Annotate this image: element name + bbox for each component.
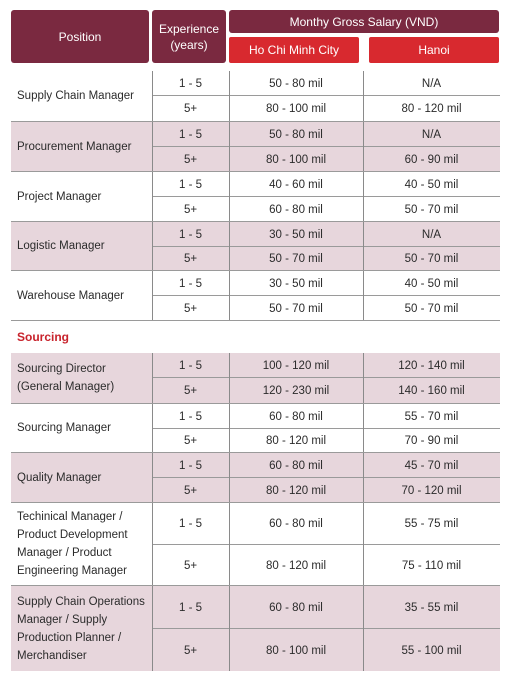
experience-row-senior	[152, 429, 500, 453]
column-divider	[152, 586, 153, 671]
hanoi-salary-cell: 80 - 120 mil	[401, 102, 462, 115]
hcm-salary-cell: 80 - 120 mil	[265, 484, 327, 497]
experience-cell: 5+	[183, 302, 198, 315]
experience-cell: 5+	[183, 559, 198, 572]
column-divider	[229, 71, 230, 121]
experience-cell: 5+	[183, 253, 198, 265]
hcm-salary-cell: 100 - 120 mil	[262, 359, 330, 372]
header-salary-label: Monthy Gross Salary (VND)	[289, 14, 439, 29]
experience-row-junior	[152, 172, 500, 197]
hcm-salary-cell: 80 - 100 mil	[265, 644, 327, 657]
hanoi-salary-cell: 50 - 70 mil	[404, 253, 459, 265]
hanoi-salary-cell: 60 - 90 mil	[404, 153, 459, 166]
hcm-salary-cell: 50 - 80 mil	[269, 128, 323, 141]
experience-row-senior	[152, 147, 500, 172]
column-divider	[152, 353, 153, 403]
hanoi-salary-cell: N/A	[421, 128, 442, 141]
experience-row-senior	[152, 96, 500, 121]
column-divider	[363, 271, 364, 320]
hanoi-salary-cell: 55 - 100 mil	[401, 644, 462, 657]
experience-cell: 1 - 5	[178, 518, 202, 530]
position-cell: Supply Chain Operations Manager / Supply Production Planner / Merchandiser	[17, 595, 145, 662]
table-row	[11, 121, 500, 171]
section-heading-sourcing: Sourcing	[11, 320, 500, 353]
experience-cell: 1 - 5	[178, 178, 202, 191]
column-divider	[229, 172, 230, 221]
hanoi-salary-cell: 55 - 75 mil	[404, 518, 459, 530]
table-row	[11, 353, 500, 403]
position-cell: Procurement Manager	[17, 140, 132, 153]
column-divider	[363, 453, 364, 502]
experience-cell: 5+	[183, 384, 198, 397]
hcm-salary-cell: 40 - 60 mil	[269, 178, 323, 191]
hanoi-salary-cell: 70 - 120 mil	[401, 484, 462, 497]
experience-cell: 1 - 5	[178, 277, 202, 290]
column-divider	[152, 71, 153, 121]
table-row	[11, 502, 500, 585]
column-divider	[152, 404, 153, 452]
experience-cell: 1 - 5	[178, 601, 202, 614]
experience-row-junior	[152, 503, 500, 545]
hcm-salary-cell: 120 - 230 mil	[262, 384, 330, 397]
hanoi-salary-cell: 50 - 70 mil	[404, 302, 459, 315]
column-divider	[152, 503, 153, 585]
hcm-salary-cell: 50 - 80 mil	[269, 77, 323, 90]
experience-row-junior	[152, 404, 500, 429]
hanoi-salary-cell: 70 - 90 mil	[404, 435, 459, 447]
column-divider	[229, 222, 230, 270]
table-row	[11, 403, 500, 452]
hanoi-salary-cell: 40 - 50 mil	[404, 178, 459, 191]
table-row	[11, 452, 500, 502]
hcm-salary-cell: 50 - 70 mil	[269, 302, 323, 315]
column-divider	[363, 172, 364, 221]
header-hcm-label: Ho Chi Minh City	[248, 43, 340, 57]
position-cell: Logistic Manager	[17, 240, 105, 252]
hanoi-salary-cell: 75 - 110 mil	[401, 559, 462, 572]
hanoi-salary-cell: 55 - 70 mil	[404, 410, 459, 423]
hcm-salary-cell: 60 - 80 mil	[269, 518, 323, 530]
experience-cell: 5+	[183, 484, 198, 497]
experience-row-junior	[152, 222, 500, 247]
experience-row-junior	[152, 271, 500, 296]
position-cell: Warehouse Manager	[17, 289, 124, 302]
position-cell: Project Manager	[17, 190, 102, 203]
experience-cell: 5+	[183, 203, 198, 216]
hcm-salary-cell: 30 - 50 mil	[269, 277, 323, 290]
column-divider	[229, 503, 230, 585]
hcm-salary-cell: 60 - 80 mil	[269, 203, 323, 216]
column-divider	[152, 271, 153, 320]
salary-table	[11, 71, 500, 671]
hanoi-salary-cell: 120 - 140 mil	[398, 359, 465, 372]
header-salary	[229, 10, 499, 33]
experience-cell: 1 - 5	[178, 228, 202, 241]
position-cell: Techinical Manager / Product Development Manager / Product Engineering Manager	[17, 511, 128, 577]
hanoi-salary-cell: N/A	[421, 228, 442, 241]
experience-row-junior	[152, 586, 500, 629]
hcm-salary-cell: 60 - 80 mil	[269, 459, 323, 472]
experience-row-senior	[152, 478, 500, 503]
experience-row-senior	[152, 247, 500, 271]
table-row	[11, 270, 500, 320]
column-divider	[229, 404, 230, 452]
experience-row-junior	[152, 453, 500, 478]
position-cell: Supply Chain Manager	[17, 90, 134, 102]
hcm-salary-cell: 60 - 80 mil	[269, 410, 323, 423]
experience-cell: 5+	[183, 644, 198, 657]
experience-cell: 1 - 5	[178, 77, 202, 90]
experience-row-junior	[152, 122, 500, 147]
experience-row-senior	[152, 197, 500, 222]
hanoi-salary-cell: N/A	[421, 77, 442, 90]
experience-row-senior	[152, 629, 500, 672]
column-divider	[229, 453, 230, 502]
column-divider	[363, 222, 364, 270]
column-divider	[152, 222, 153, 270]
hanoi-salary-cell: 40 - 50 mil	[404, 277, 459, 290]
header-hanoi	[369, 37, 499, 63]
hcm-salary-cell: 60 - 80 mil	[269, 601, 323, 614]
column-divider	[152, 172, 153, 221]
header-hanoi-label: Hanoi	[418, 43, 450, 57]
experience-cell: 5+	[183, 435, 198, 447]
hanoi-salary-cell: 140 - 160 mil	[398, 384, 465, 397]
column-divider	[229, 353, 230, 403]
experience-cell: 1 - 5	[178, 410, 202, 423]
column-divider	[229, 122, 230, 171]
header-experience	[152, 10, 226, 63]
hcm-salary-cell: 80 - 100 mil	[265, 153, 327, 166]
experience-row-junior	[152, 71, 500, 96]
header-position	[11, 10, 149, 63]
hanoi-salary-cell: 45 - 70 mil	[404, 459, 459, 472]
position-cell: Sourcing Director (General Manager)	[17, 363, 115, 393]
column-divider	[363, 353, 364, 403]
experience-cell: 1 - 5	[178, 459, 202, 472]
hanoi-salary-cell: 35 - 55 mil	[404, 601, 459, 614]
experience-cell: 5+	[183, 153, 198, 166]
column-divider	[363, 586, 364, 671]
position-cell: Sourcing Manager	[17, 422, 111, 434]
table-row	[11, 71, 500, 121]
experience-row-senior	[152, 378, 500, 403]
table-row	[11, 171, 500, 221]
column-divider	[229, 586, 230, 671]
hcm-salary-cell: 50 - 70 mil	[269, 253, 323, 265]
experience-cell: 1 - 5	[178, 359, 202, 372]
header-experience-label: Experience (years)	[158, 21, 220, 52]
header-hcm	[229, 37, 359, 63]
experience-cell: 1 - 5	[178, 128, 202, 141]
experience-row-senior	[152, 545, 500, 586]
hcm-salary-cell: 80 - 120 mil	[265, 559, 327, 572]
column-divider	[363, 503, 364, 585]
experience-row-senior	[152, 296, 500, 321]
table-row	[11, 221, 500, 270]
hanoi-salary-cell: 50 - 70 mil	[404, 203, 459, 216]
position-cell: Quality Manager	[17, 471, 102, 484]
experience-cell: 5+	[183, 102, 198, 115]
table-row	[11, 585, 500, 671]
experience-row-junior	[152, 353, 500, 378]
column-divider	[229, 271, 230, 320]
column-divider	[152, 122, 153, 171]
column-divider	[363, 122, 364, 171]
column-divider	[363, 71, 364, 121]
hcm-salary-cell: 80 - 120 mil	[265, 435, 327, 447]
column-divider	[363, 404, 364, 452]
hcm-salary-cell: 80 - 100 mil	[265, 102, 327, 115]
hcm-salary-cell: 30 - 50 mil	[269, 228, 323, 241]
column-divider	[152, 453, 153, 502]
header-position-label: Position	[58, 29, 102, 44]
